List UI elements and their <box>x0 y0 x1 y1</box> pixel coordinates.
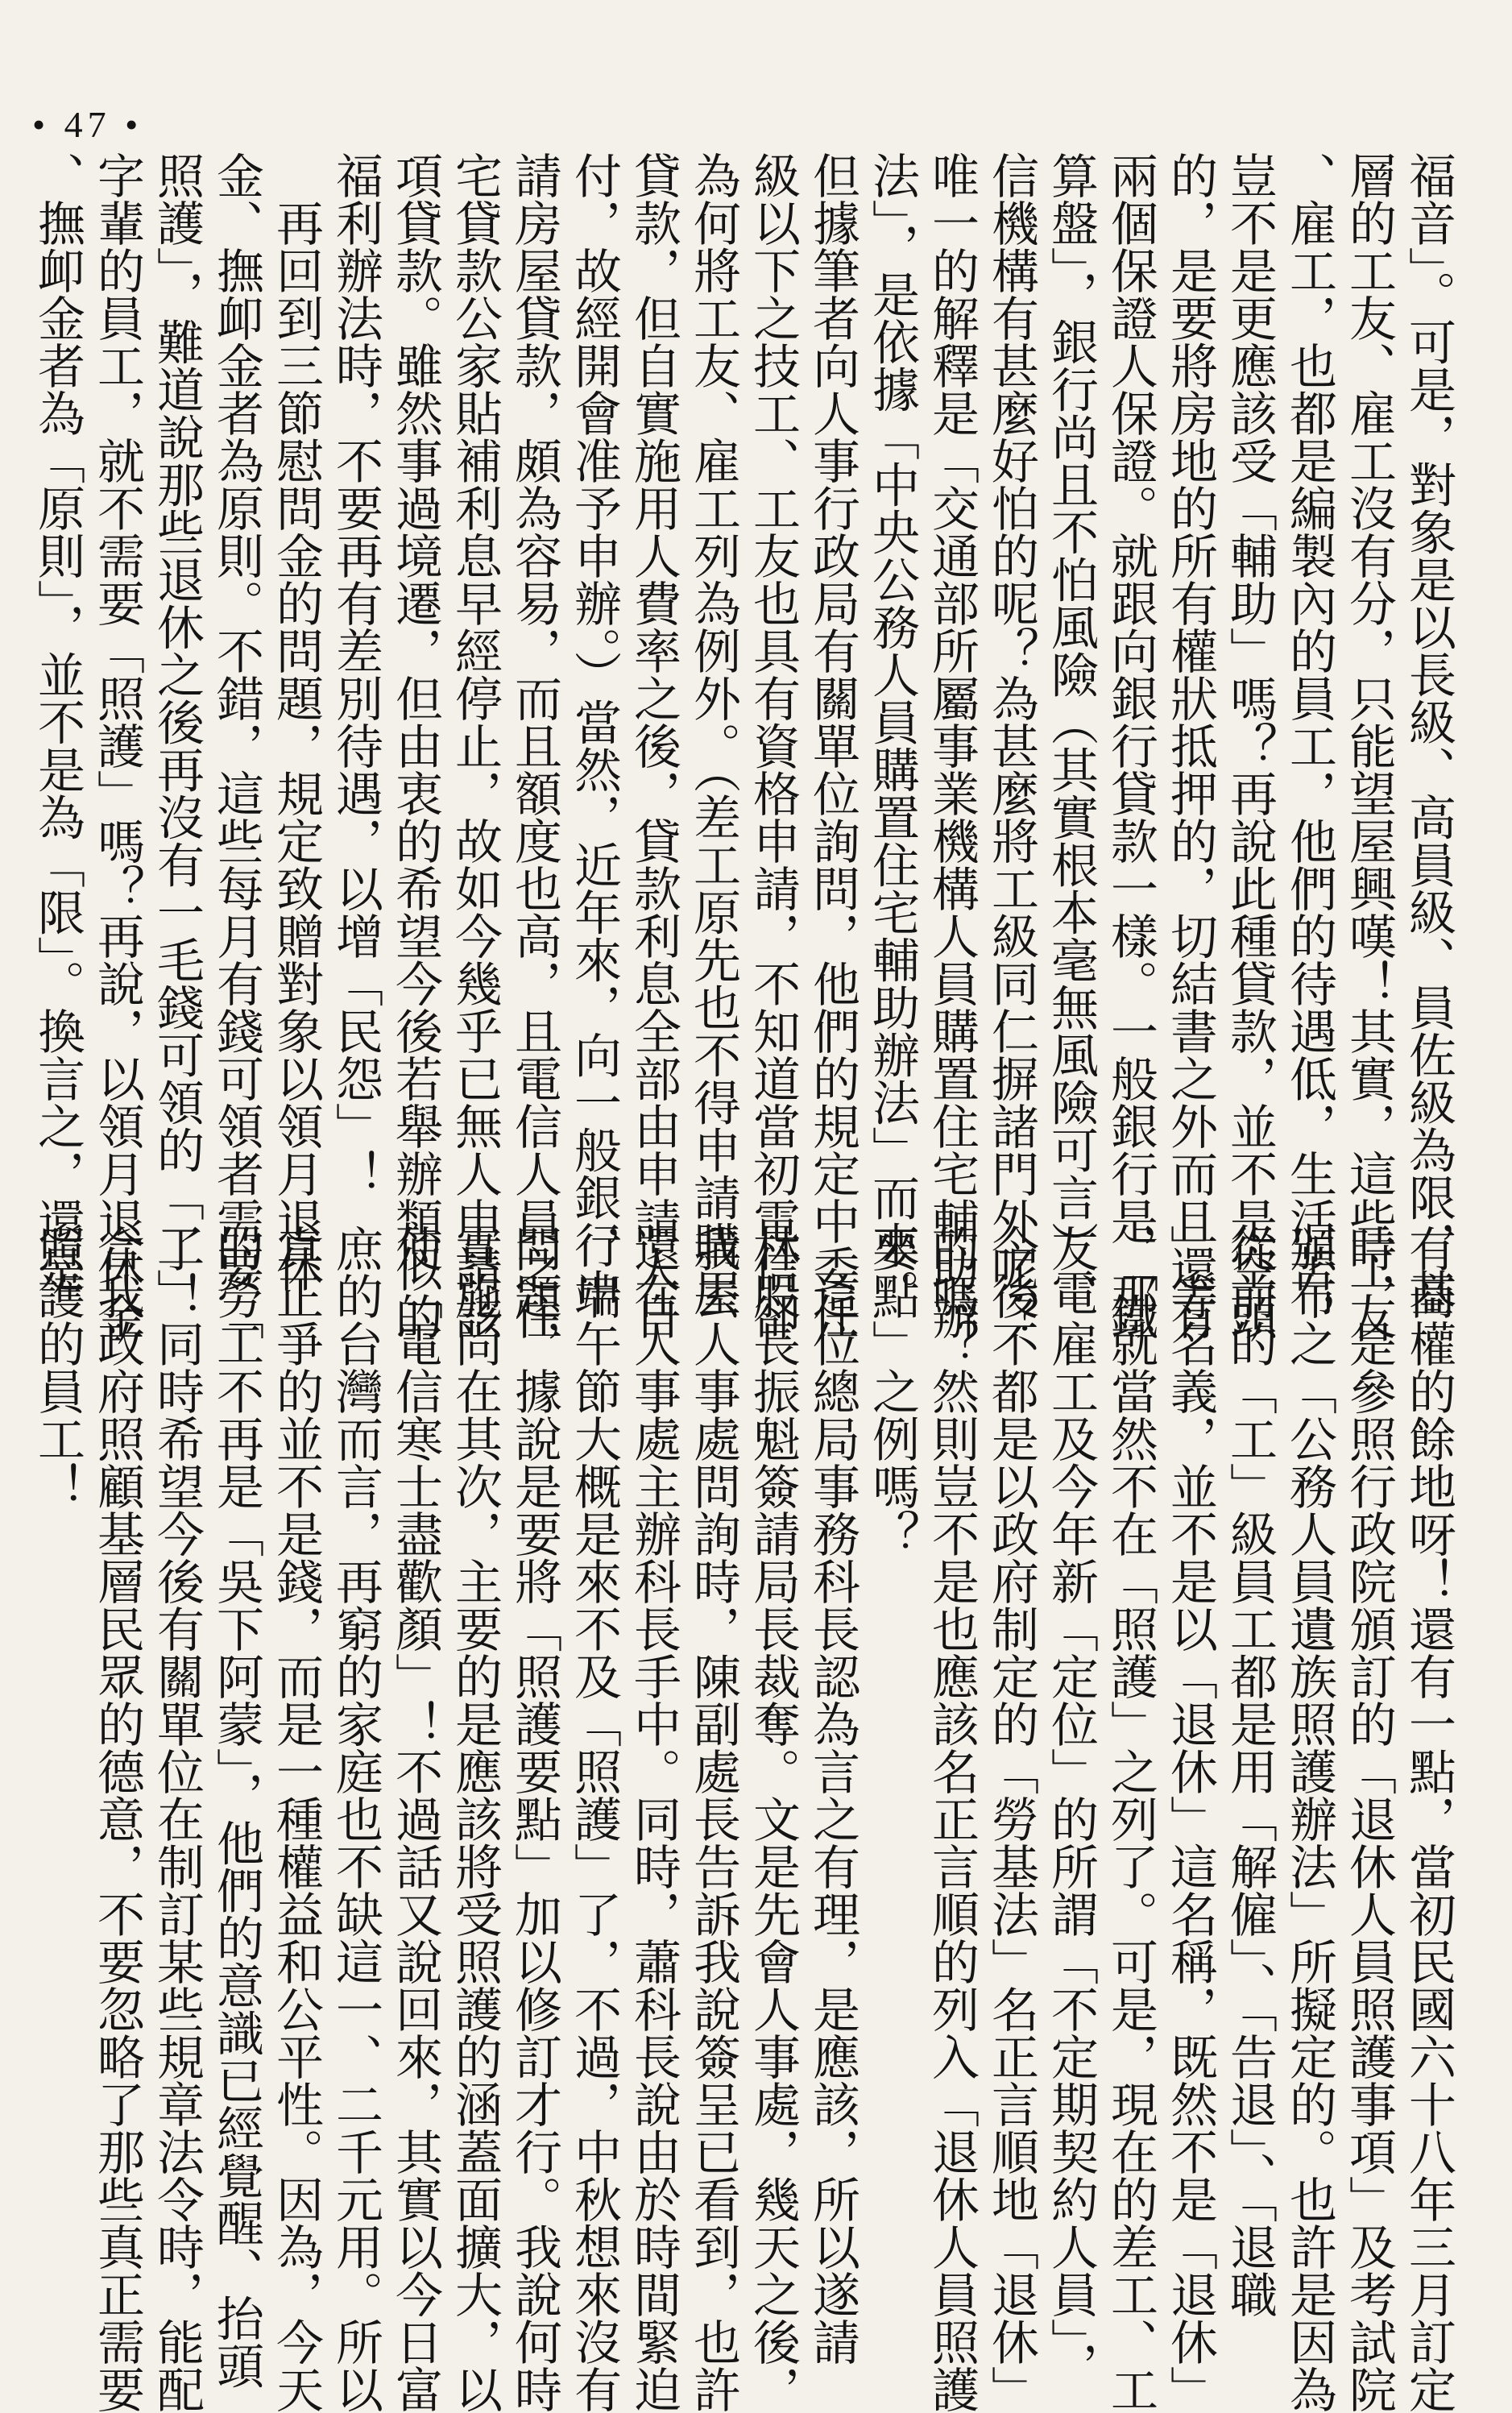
text-column: 福音」。可是，對象是以長級、高員級、員佐級為限，基 <box>1401 151 1456 1316</box>
text-column: 庶的台灣而言，再窮的家庭也不缺這一、二千元用。所以 <box>328 1225 383 2413</box>
text-column: 」等名義，並不是以「退休」這名稱，既然不是「退休」 <box>1162 1225 1218 2413</box>
text-column: 照護的員工！ <box>30 1225 85 1510</box>
text-column: 的勞工不再是「吳下阿蒙」，他們的意識已經覺醒、抬頭 <box>209 1225 264 2390</box>
text-column: 、撫卹金者為「原則」，並不是為「限」。換言之，還是 <box>30 151 85 1292</box>
text-column: 豈不是更應該受「輔助」嗎？再說此種貸款，並不是空頭 <box>1222 151 1278 1340</box>
text-column: 為何將工友、雇工列為例外。（差工原先也不得申請購屋 <box>686 151 741 1316</box>
text-column: 福利辦法時，不要再有差別待遇，以增「民怨」！ <box>328 151 383 1197</box>
text-column: 算盤」，銀行尚且不怕風險（其實根本毫無風險可言）電 <box>1043 151 1099 1316</box>
text-column: 請房屋貸款，頗為容易，而且額度也高，且電信人員之住 <box>507 151 562 1340</box>
text-column: 項貸款。雖然事過境遷，但由衷的希望今後若舉辦類似的 <box>387 151 443 1340</box>
text-column: 這位總局事務科長認為言之有理，是應該，所以遂請 <box>805 1225 860 2365</box>
text-column: 金、撫卹金者為原則。不錯，這些每月有錢可領者需要「 <box>209 151 264 1340</box>
text-column: 實施尚在其次，主要的是應該將受照護的涵蓋面擴大，以 <box>447 1225 503 2413</box>
text-column: 的嗎？然則豈不是也應該名正言順的列入「退休人員照護 <box>924 1225 980 2413</box>
text-column: 法」，是依據「中央公務人員購置住宅輔助辦法」而來。 <box>864 151 920 1316</box>
text-column: 合我政府照顧基層民眾的德意，不要忽略了那些真正需要 <box>89 1225 145 2413</box>
page-number: • 47 • <box>32 104 143 145</box>
text-column: 再回到三節慰問金的問題，規定致贈對象以領月退休 <box>268 151 324 1292</box>
text-column: 的，是要將房地的所有權狀抵押的，切結書之外而且還有 <box>1162 151 1218 1340</box>
text-column: 照護」，難道說那些退休之後再沒有一毛錢可領的「工」 <box>149 151 205 1316</box>
text-column: 頒布之「公務人員遺族照護辦法」所擬定的。也許是因為 <box>1282 1225 1337 2413</box>
text-column: 付，故經開會准予申辦。）當然，近年來，向一般銀行申 <box>566 151 622 1316</box>
text-column: 字輩的員工，就不需要「照護」嗎？再說，以領月退休金 <box>89 151 145 1340</box>
text-column: 層的工友、雇工沒有分，只能望屋興嘆！其實，這些工友 <box>1341 151 1397 1340</box>
text-column: 但據筆者向人事行政局有關單位詢問，他們的規定中委任 <box>805 151 860 1340</box>
text-column: 問題，據說是要將「照護要點」加以修訂才行。我說何時 <box>507 1225 562 2413</box>
text-column: 時，是參照行政院頒訂的「退休人員照護事項」及考試院 <box>1341 1225 1397 2413</box>
text-column: 還在人事處主辦科長手中。同時，蕭科長說由於時間緊迫 <box>626 1225 681 2413</box>
upper-text-block <box>30 151 1456 1340</box>
text-column: 友、雇工及今年新「定位」的所謂「不定期契約人員」， <box>1043 1225 1099 2390</box>
text-column: 唯一的解釋是「交通部所屬事業機構人員購置住宅輔助辦 <box>924 151 980 1340</box>
text-column: 使「電信寒士盡歡顏」！不過話又說回來，其實以今日富 <box>387 1225 443 2413</box>
text-column: ，那就當然不在「照護」之列了。可是，現在的差工、工 <box>1103 1225 1158 2413</box>
text-column: 我去人事處問詢時，陳副處長告訴我說簽呈已看到，也許 <box>686 1225 741 2413</box>
text-column: 林股長振魁簽請局長裁奪。文是先會人事處，幾天之後， <box>745 1225 801 2413</box>
text-column: 信機構有甚麼好怕的呢？為甚麼將工級同仁摒諸門外呢？ <box>984 151 1039 1340</box>
text-column: 、雇工，也都是編製內的員工，他們的待遇低，生活苦， <box>1282 151 1337 1340</box>
text-column: 了！同時希望今後有關單位在制訂某些規章法令時，能配 <box>149 1225 205 2413</box>
lower-text-block <box>30 1225 1456 2413</box>
text-column: 今後不都是以政府制定的「勞基法」名正言順地「退休」 <box>984 1225 1039 2413</box>
text-column: 貸款，但自實施用人費率之後，貸款利息全部由申請人自 <box>626 151 681 1340</box>
text-column: 兩個保證人保證。就跟向銀行貸款一樣。一般銀行是「鐵 <box>1103 151 1158 1340</box>
text-column: 要點」之例嗎？ <box>864 1225 920 1557</box>
text-column: 從前的「工」級員工都是用「解僱」、「告退」、「退職 <box>1222 1225 1278 2318</box>
text-column: 真正爭的並不是錢，而是一種權益和公平性。因為，今天 <box>268 1225 324 2413</box>
text-column: 有商權的餘地呀！還有一點，當初民國六十八年三月訂定 <box>1401 1225 1456 2413</box>
text-column: 宅貸款公家貼補利息早經停止，故如今幾乎已無人申請該 <box>447 151 503 1340</box>
text-column: ，端午節大概是來不及「照護」了，不過，中秋想來沒有 <box>566 1225 622 2413</box>
text-column: 級以下之技工、工友也具有資格申請，不知道當初電信卻 <box>745 151 801 1340</box>
